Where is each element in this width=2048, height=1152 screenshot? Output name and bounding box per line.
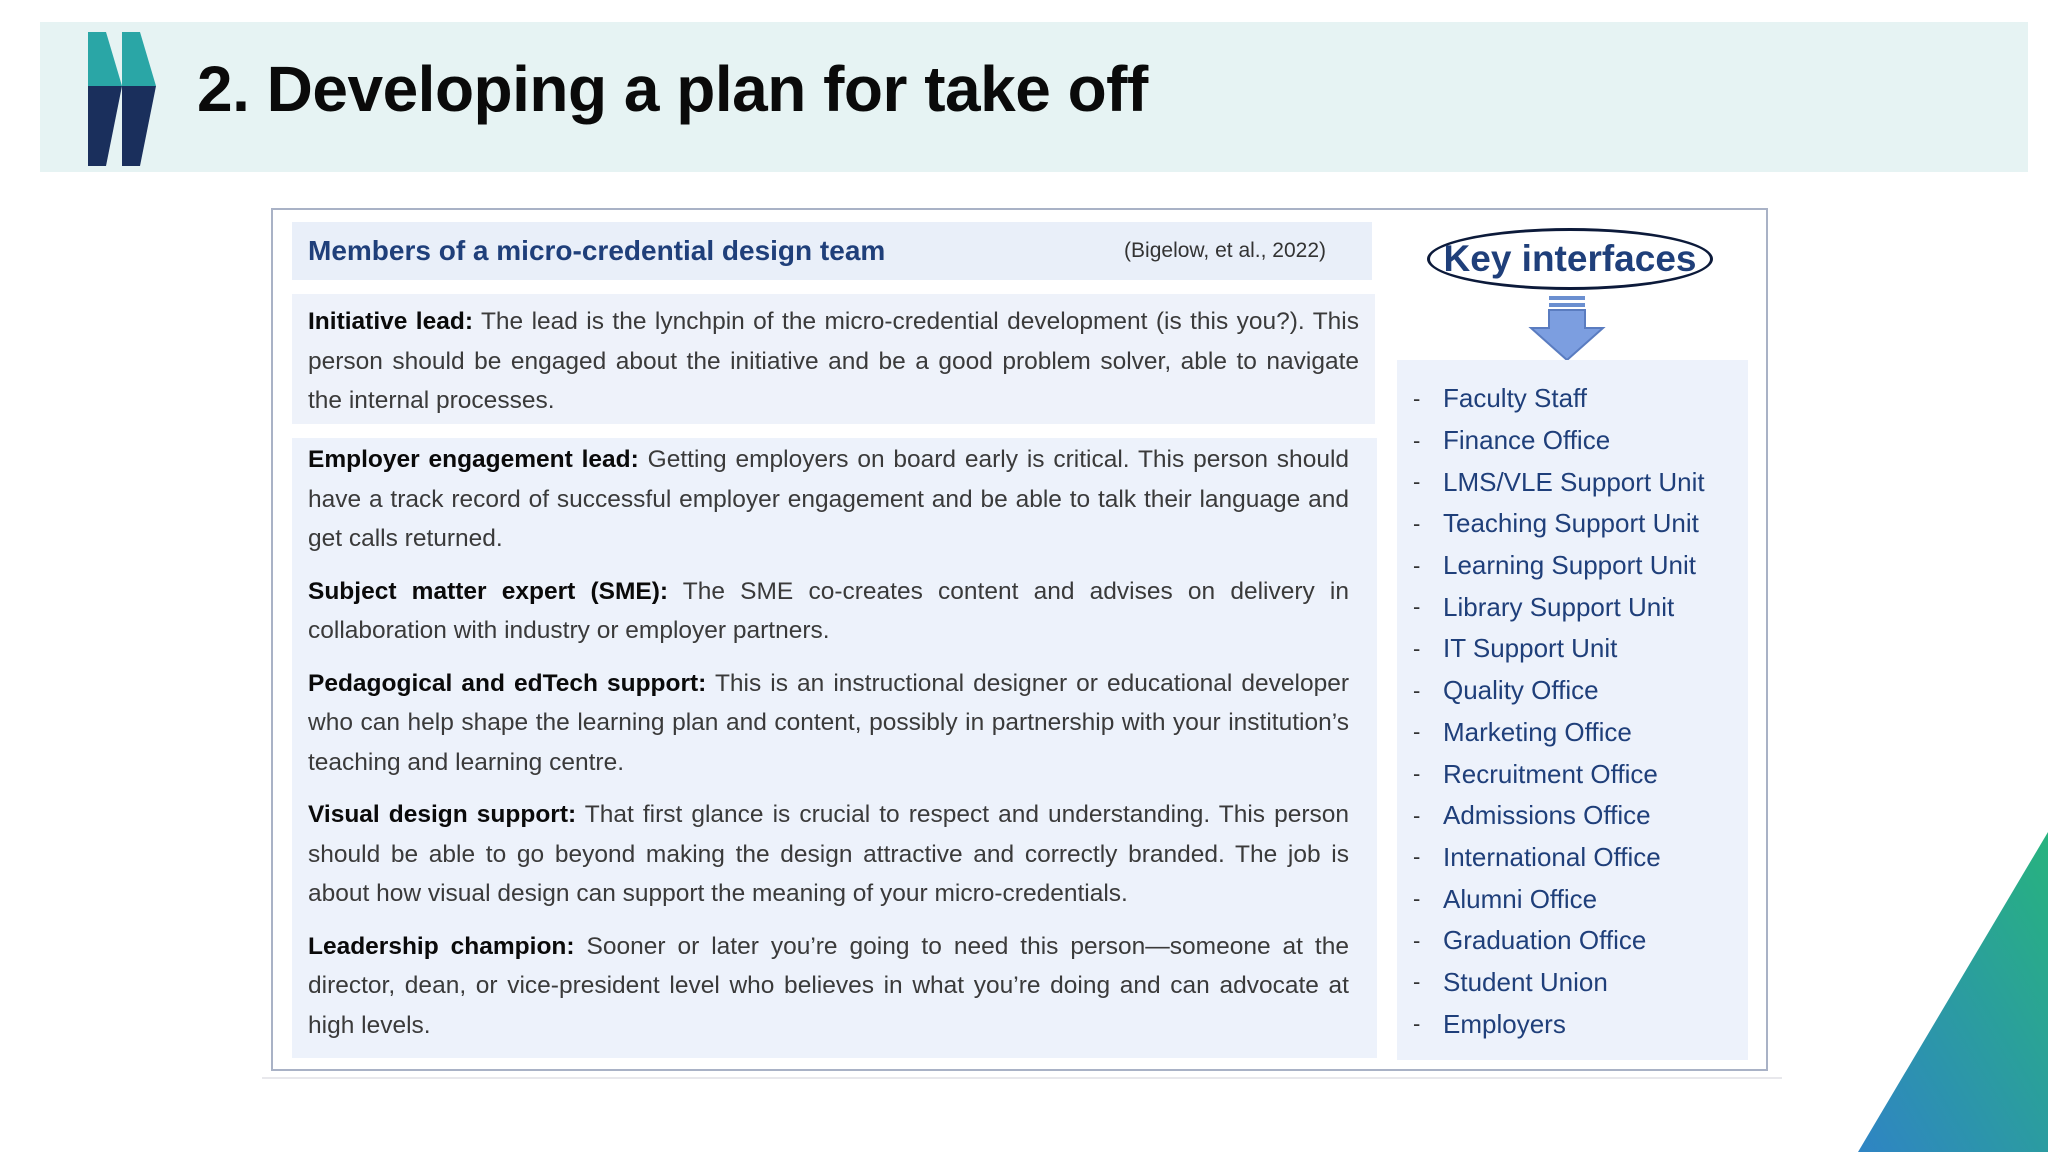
list-dash: - [1413, 802, 1421, 828]
role-description: Sooner or later you’re going to need this person—someone at the director, dean, or vice-president level who believes in what you’re doing and can advocate at high levels. [308, 932, 1349, 1039]
key-interface-item [1413, 837, 1748, 879]
team-citation: (Bigelow, et al., 2022) [1124, 239, 1326, 262]
key-interface-item [1413, 628, 1748, 670]
role-description: This is an instructional designer or educational developer who can help shape the learning plan and content, possibly in partnership with your institution’s teaching and learning centre. [308, 669, 1350, 776]
role-item [308, 927, 1349, 1046]
role-name: Subject matter expert (SME): [308, 577, 669, 605]
role-item [308, 302, 1359, 421]
role-name: Pedagogical and edTech support: [308, 669, 707, 697]
key-interface-item [1413, 795, 1748, 837]
list-dash: - [1413, 927, 1421, 953]
key-interface-item [1413, 420, 1748, 462]
list-dash: - [1413, 427, 1421, 453]
card-shadow [262, 1077, 1782, 1079]
list-dash: - [1413, 385, 1421, 411]
role-box-initiative-lead [292, 294, 1375, 424]
key-interface-label: Learning Support Unit [1443, 550, 1696, 581]
key-interface-label: LMS/VLE Support Unit [1443, 466, 1705, 497]
key-interface-item [1413, 545, 1748, 587]
role-name: Visual design support: [308, 801, 577, 828]
key-interface-label: Library Support Unit [1443, 591, 1675, 622]
key-interface-item [1413, 1003, 1748, 1045]
role-name: Initiative lead: [308, 308, 473, 335]
key-interface-label: Teaching Support Unit [1443, 508, 1699, 539]
list-dash: - [1413, 761, 1421, 787]
list-dash: - [1413, 886, 1421, 912]
list-dash: - [1413, 635, 1421, 661]
role-item [308, 440, 1349, 559]
key-interface-item [1413, 461, 1748, 503]
key-interface-item [1413, 962, 1748, 1004]
slide-title: 2. Developing a plan for take off [197, 53, 1148, 125]
role-box-others [292, 438, 1377, 1058]
team-title: Members of a micro-credential design team [308, 235, 886, 266]
content-card [271, 208, 1768, 1071]
key-interfaces-list [1413, 378, 1748, 1045]
list-dash: - [1413, 969, 1421, 995]
key-interfaces-title: Key interfaces [1427, 228, 1713, 290]
role-item [308, 795, 1349, 914]
key-interface-label: Graduation Office [1443, 925, 1647, 956]
role-item [308, 572, 1349, 651]
key-interface-label: Quality Office [1443, 675, 1599, 706]
list-dash: - [1413, 594, 1421, 620]
key-interface-label: Finance Office [1443, 425, 1611, 456]
key-interfaces-panel [1397, 360, 1748, 1060]
key-interface-label: International Office [1443, 841, 1661, 872]
role-description: That first glance is crucial to respect and understanding. This person should be able to go beyond making the design attractive and correctly branded. The job is about how visual design can support the meaning of your micro-credentials. [308, 801, 1350, 907]
key-interface-label: Recruitment Office [1443, 758, 1658, 789]
list-dash: - [1413, 510, 1421, 536]
key-interface-label: Admissions Office [1443, 800, 1651, 831]
key-interface-item [1413, 878, 1748, 920]
key-interface-label: Faculty Staff [1443, 383, 1588, 414]
corner-decoration [1858, 832, 2048, 1152]
key-interface-item [1413, 503, 1748, 545]
key-interface-label: Employers [1443, 1008, 1566, 1039]
key-interface-item [1413, 586, 1748, 628]
chevron-logo-icon [86, 30, 158, 166]
role-item [308, 664, 1349, 783]
role-name: Leadership champion: [308, 932, 575, 960]
role-description: The lead is the lynchpin of the micro-credential development (is this you?). This person should be engaged about the initiative and be a good problem solver, able to navigate the internal processes. [308, 308, 1359, 414]
list-dash: - [1413, 469, 1421, 495]
list-dash: - [1413, 1011, 1421, 1037]
role-description: Getting employers on board early is critical. This person should have a track record of successful employer engagement and be able to talk their language and get calls returned. [308, 446, 1350, 552]
key-interface-item [1413, 712, 1748, 754]
key-interface-item [1413, 670, 1748, 712]
arrow-down-icon [1527, 294, 1607, 364]
list-dash: - [1413, 552, 1421, 578]
key-interface-label: IT Support Unit [1443, 633, 1618, 664]
key-interface-item [1413, 378, 1748, 420]
key-interface-label: Alumni Office [1443, 883, 1598, 914]
list-dash: - [1413, 844, 1421, 870]
team-header [292, 222, 1372, 280]
key-interface-item [1413, 920, 1748, 962]
role-name: Employer engagement lead: [308, 446, 639, 473]
key-interface-label: Student Union [1443, 966, 1608, 997]
list-dash: - [1413, 677, 1421, 703]
list-dash: - [1413, 719, 1421, 745]
key-interface-label: Marketing Office [1443, 716, 1632, 747]
key-interface-item [1413, 753, 1748, 795]
role-description: The SME co-creates content and advises on delivery in collaboration with industry or employer partners. [308, 577, 1349, 644]
